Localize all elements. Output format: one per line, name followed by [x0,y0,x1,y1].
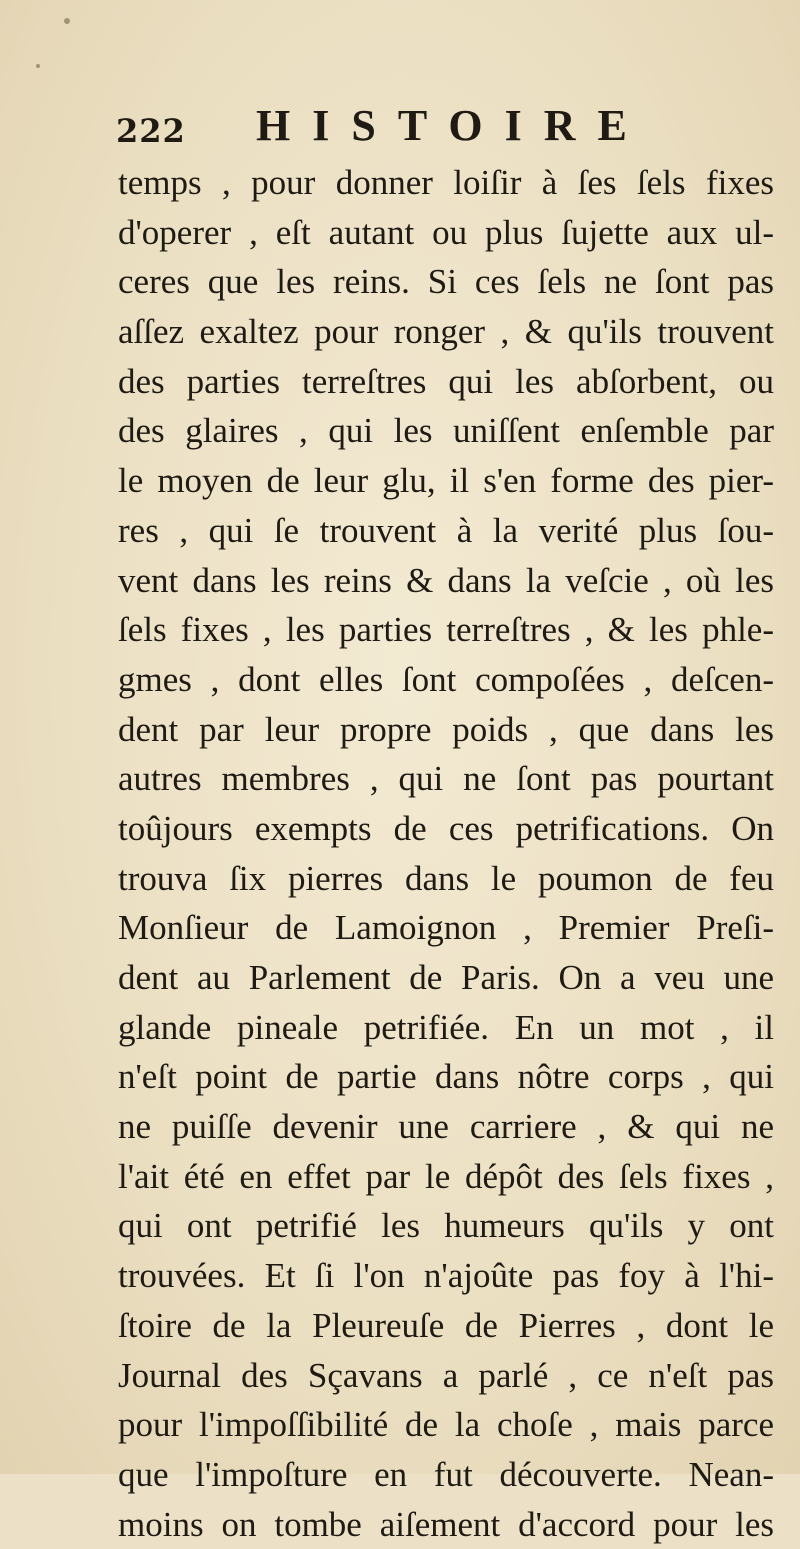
text-line: Journal des Sçavans a parlé , ce n'eſt pas [118,1355,774,1395]
text-line: des glaires , qui les uniſſent enſemble par [118,411,774,451]
text-line: toûjours exempts de ces petrifications. On [118,808,774,848]
page-number: 222 [116,112,186,150]
paper-speck [36,64,40,68]
text-line: aſſez exaltez pour ronger , & qu'ils trouvent [118,312,774,352]
text-line: trouva ſix pierres dans le poumon de feu [118,858,774,898]
text-line: temps , pour donner loiſir à ſes ſels fixes [118,163,774,202]
paper-speck [64,18,70,24]
text-line: ne puiſſe devenir une carriere , & qui ne [118,1107,774,1147]
text-line: ſels fixes , les parties terreſtres , & les phle- [118,610,774,650]
text-line: ſtoire de la Pleureuſe de Pierres , dont le [118,1305,774,1345]
text-line: pour l'impoſſibilité de la choſe , mais parce [118,1405,774,1445]
text-line: d'operer , eſt autant ou plus ſujette aux ul- [118,212,774,252]
body-text [118,158,774,1549]
text-line: qui ont petrifié les humeurs qu'ils y ont [118,1206,774,1246]
text-line: dent au Parlement de Paris. On a veu une [118,958,774,997]
text-line: l'ait été en effet par le dépôt des ſels fixes , [118,1156,774,1196]
text-line: moins on tombe aiſement d'accord pour les [118,1504,774,1544]
page-header [116,100,756,156]
text-line: le moyen de leur glu, il s'en forme des pier- [118,461,774,501]
text-line: dent par leur propre poids , que dans les [118,709,774,749]
text-line: gmes , dont elles ſont compoſées , deſcen- [118,659,774,699]
running-title: HISTOIRE [256,101,649,150]
text-line: res , qui ſe trouvent à la verité plus ſou- [118,510,774,550]
text-line: Monſieur de Lamoignon , Premier Preſi- [118,908,774,948]
text-line: trouvées. Et ſi l'on n'ajoûte pas foy à l'hi- [118,1256,774,1296]
text-line: glande pineale petrifiée. En un mot , il [118,1007,774,1047]
text-line: n'eſt point de partie dans nôtre corps , qui [118,1057,774,1097]
text-line: vent dans les reins & dans la veſcie , où les [118,560,774,600]
text-line: ceres que les reins. Si ces ſels ne ſont pas [118,262,774,302]
text-line: des parties terreſtres qui les abſorbent, ou [118,361,774,401]
text-line: que l'impoſture en fut découverte. Nean- [118,1454,774,1494]
text-line: autres membres , qui ne ſont pas pourtant [118,759,774,799]
